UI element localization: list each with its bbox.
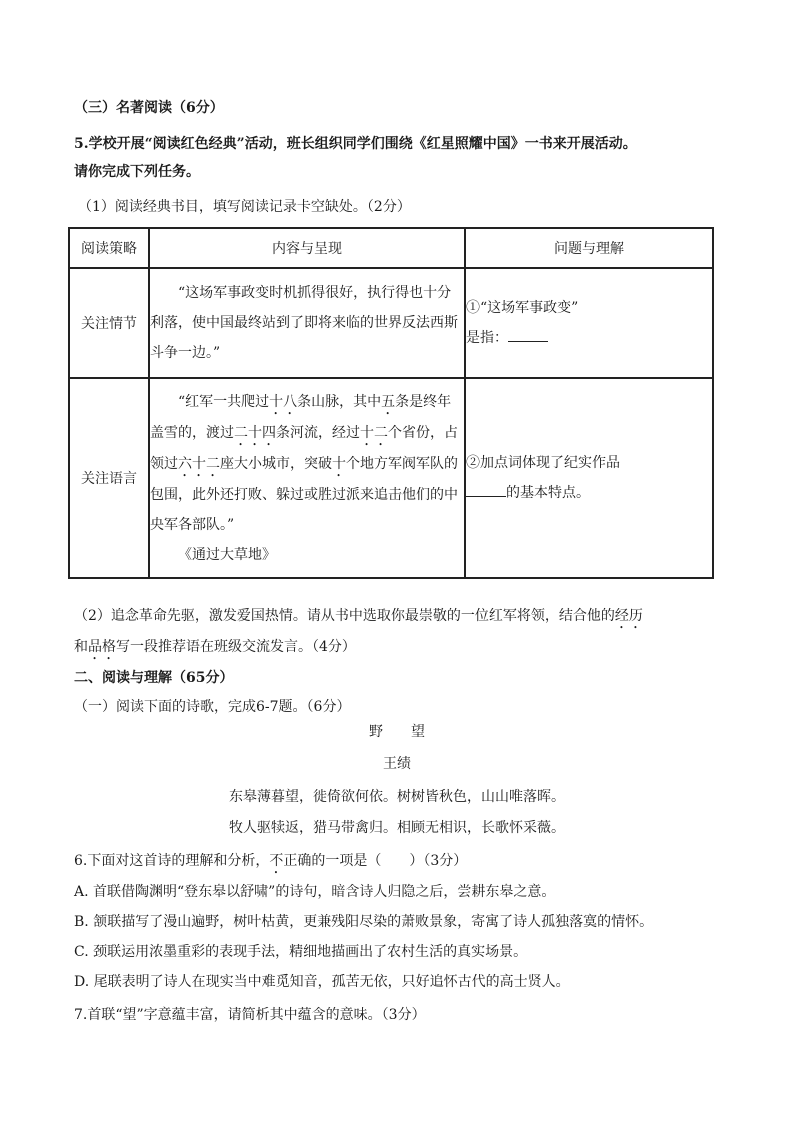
dotted-word: 不 xyxy=(269,853,284,869)
table-header-row xyxy=(69,228,713,268)
row2-content-text xyxy=(150,387,464,540)
poem-section-title: （一）阅读下面的诗歌，完成6-7题。（6分） xyxy=(74,699,351,715)
dotted-word: 六十二 xyxy=(178,455,220,472)
row1-question-a: ①“这场军事政变” xyxy=(466,300,579,316)
q6-option-d[interactable]: D. 尾联表明了诗人在现实当中难觅知音，孤苦无依，只好追怀古代的高士贤人。 xyxy=(74,974,570,990)
text-span: 写一段推荐语在班级交流发言。（4分） xyxy=(116,639,356,655)
row1-content xyxy=(149,268,465,378)
text-span: 条是终年盖雪的，渡过 xyxy=(150,393,452,441)
poem-line1: 东皋薄暮望，徙倚欲何依。树树皆秋色，山山唯落晖。 xyxy=(229,789,565,805)
text-span: （2）追念革命先驱，激发爱国热情。请从书中选取你最崇敬的一位红军将领，结合他的 xyxy=(74,608,615,624)
row1-content-text: “这场军事政变时机抓得很好，执行得也十分利落，使中国最终站到了即将来临的世界反法西斯斗争一边。” xyxy=(150,285,458,361)
dotted-word: 经历 xyxy=(614,608,643,624)
text-span: “红军一共爬过 xyxy=(178,393,270,410)
header-content: 内容与呈现 xyxy=(149,228,465,268)
row2-question-b: 的基本特点。 xyxy=(506,485,590,501)
part2-title: 二、阅读与理解（65分） xyxy=(74,670,234,686)
table-row xyxy=(69,378,713,578)
header-understanding: 问题与理解 xyxy=(465,228,713,268)
q5-sub2-line2 xyxy=(74,637,356,663)
dotted-word: 十二 xyxy=(360,424,388,441)
dotted-word: 十 xyxy=(332,455,346,472)
dotted-word: 品格 xyxy=(88,639,116,655)
dotted-word: 十八 xyxy=(269,393,298,410)
reading-record-card xyxy=(68,227,714,579)
row1-strategy: 关注情节 xyxy=(69,268,149,378)
poem-author: 王绩 xyxy=(383,756,411,772)
text-span: 条河流，经过 xyxy=(276,424,360,441)
text-span: 个地方军阀军队的包围，此外还打败、躲过或胜过派来追击他们的中央军各部队。” xyxy=(150,455,458,533)
q7-stem: 7.首联“望”字意蕴丰富，请简析其中蕴含的意味。（3分） xyxy=(74,1007,426,1023)
q6-option-a[interactable]: A. 首联借陶渊明“登东皋以舒啸”的诗句，暗含诗人归隐之后，尝耕东皋之意。 xyxy=(74,884,556,900)
poem-title: 野 望 xyxy=(369,724,425,740)
q6-option-b[interactable]: B. 颔联描写了漫山遍野，树叶枯黄，更兼残阳尽染的萧败景象，寄寓了诗人孤独落寞的情怀。 xyxy=(74,914,654,930)
text-span: 和 xyxy=(74,639,88,655)
q6-option-c[interactable]: C. 颈联运用浓墨重彩的表现手法，精细地描画出了农村生活的真实场景。 xyxy=(74,944,528,960)
section-title-classics: （三）名著阅读（6分） xyxy=(74,100,224,116)
row2-question-a: ②加点词体现了纪实作品 xyxy=(466,455,620,471)
row2-source: 《通过大草地》 xyxy=(178,546,276,563)
row2-question-b-wrap xyxy=(466,478,712,508)
answer-blank[interactable] xyxy=(508,327,548,342)
row1-question xyxy=(465,268,713,378)
q5-sub1: （1）阅读经典书目，填写阅读记录卡空缺处。（2分） xyxy=(78,199,411,215)
text-span: 6.下面对这首诗的理解和分析， xyxy=(74,853,270,869)
q5-stem-line1: 5.学校开展“阅读红色经典”活动，班长组织同学们围绕《红星照耀中国》一书来开展活动。 xyxy=(74,136,637,152)
text-span: 条山脉，其中 xyxy=(297,393,382,410)
poem-line2: 牧人驱犊返，猎马带禽归。相顾无相识，长歌怀采薇。 xyxy=(229,820,565,836)
text-span: 个省份，占领过 xyxy=(150,424,458,472)
dotted-word: 五 xyxy=(381,393,396,410)
q6-stem xyxy=(74,851,467,877)
row1-question-b-wrap xyxy=(466,323,712,353)
dotted-word: 二十四 xyxy=(234,424,276,441)
answer-blank[interactable] xyxy=(466,482,506,497)
text-span: 座大小城市，突破 xyxy=(220,455,332,472)
q5-stem-line2: 请你完成下列任务。 xyxy=(74,164,200,180)
text-span: 正确的一项是（ ）（3分） xyxy=(283,853,468,869)
row2-content xyxy=(149,378,465,578)
q5-sub2-line1 xyxy=(74,606,643,632)
row1-question-b: 是指： xyxy=(466,330,508,346)
table-row xyxy=(69,268,713,378)
header-strategy: 阅读策略 xyxy=(69,228,149,268)
row2-strategy: 关注语言 xyxy=(69,378,149,578)
row2-question xyxy=(465,378,713,578)
